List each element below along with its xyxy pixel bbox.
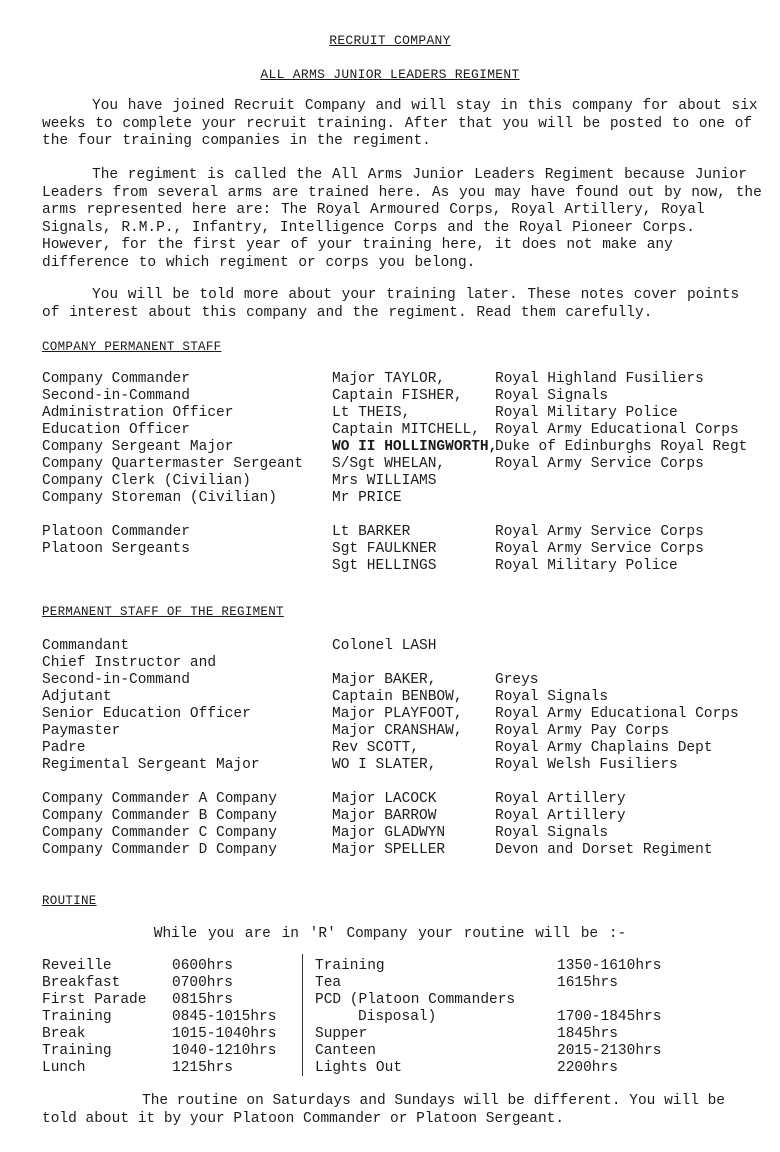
staff-row	[0, 388, 780, 405]
staff-role: Administration Officer	[42, 405, 234, 421]
staff-row	[0, 808, 780, 825]
staff-unit: Royal Signals	[495, 388, 609, 404]
staff-role: Company Quartermaster Sergeant	[42, 456, 304, 472]
staff-name: Major BAKER,	[332, 672, 437, 688]
routine-time: 1700-1845hrs	[557, 1009, 662, 1025]
staff-row	[0, 723, 780, 740]
staff-role: Company Clerk (Civilian)	[42, 473, 251, 489]
staff-role: Adjutant	[42, 689, 112, 705]
routine-row	[0, 1043, 780, 1060]
staff-row	[0, 422, 780, 439]
staff-unit: Royal Welsh Fusiliers	[495, 757, 678, 773]
staff-row	[0, 405, 780, 422]
staff-name: WO I SLATER,	[332, 757, 437, 773]
staff-role: Paymaster	[42, 723, 121, 739]
routine-row	[0, 992, 780, 1009]
staff-name: Major CRANSHAW,	[332, 723, 463, 739]
routine-row	[0, 1060, 780, 1077]
routine-row	[0, 1009, 780, 1026]
routine-activity: Break	[42, 1026, 86, 1042]
routine-time: 2200hrs	[557, 1060, 618, 1076]
staff-unit: Royal Artillery	[495, 808, 626, 824]
staff-row	[0, 558, 780, 575]
staff-name: Sgt HELLINGS	[332, 558, 437, 574]
staff-unit: Royal Army Educational Corps	[495, 706, 739, 722]
routine-closing-note: The routine on Saturdays and Sundays will be different. You will be told about it by your Platoon Commander or Platoon Sergeant.	[42, 1093, 725, 1127]
staff-unit: Devon and Dorset Regiment	[495, 842, 713, 858]
staff-name: Major SPELLER	[332, 842, 446, 858]
intro-paragraph-1: You have joined Recruit Company and will stay in this company for about six weeks to complete your recruit training. After that you will be posted to one of the four training companies in the regiment.	[42, 98, 758, 149]
staff-row	[0, 371, 780, 388]
staff-row	[0, 655, 780, 672]
staff-name: Lt THEIS,	[332, 405, 411, 421]
staff-row	[0, 672, 780, 689]
intro-paragraph-2: The regiment is called the All Arms Junior Leaders Regiment because Junior Leaders from several arms are trained here. As you may have found out by now, the arms represented here are: The Royal Armoured Corps, Royal Artillery, Royal Signals, R.M.P., Infantry, Intelligence Corps and the Royal Pioneer Corps. However, for the first year of your training here, it does not make any difference to which regiment or corps you belong.	[42, 167, 762, 271]
routine-time: 0845-1015hrs	[172, 1009, 277, 1025]
staff-name: Lt BARKER	[332, 524, 411, 540]
staff-row	[0, 456, 780, 473]
staff-row	[0, 638, 780, 655]
routine-intro: While you are in 'R' Company your routine will be :-	[153, 926, 627, 942]
staff-role: Company Storeman (Civilian)	[42, 490, 277, 506]
staff-row	[0, 490, 780, 507]
routine-activity: Reveille	[42, 958, 112, 974]
staff-row	[0, 825, 780, 842]
staff-role: Second-in-Command	[42, 388, 190, 404]
intro-paragraph-3: You will be told more about your training later. These notes cover points of interest about this company and the regiment. Read them carefully.	[42, 287, 740, 321]
document-subtitle: ALL ARMS JUNIOR LEADERS REGIMENT	[260, 67, 520, 82]
routine-activity: Canteen	[315, 1043, 376, 1059]
staff-unit: Royal Army Service Corps	[495, 541, 704, 557]
staff-name: Major GLADWYN	[332, 825, 446, 841]
routine-heading: ROUTINE	[42, 894, 97, 908]
staff-unit: Royal Army Service Corps	[495, 524, 704, 540]
staff-row	[0, 439, 780, 456]
routine-time: 1845hrs	[557, 1026, 618, 1042]
routine-row	[0, 975, 780, 992]
staff-unit: Royal Army Chaplains Dept	[495, 740, 713, 756]
staff-row	[0, 524, 780, 541]
staff-role: Platoon Sergeants	[42, 541, 190, 557]
staff-role: Company Commander D Company	[42, 842, 277, 858]
routine-time: 0700hrs	[172, 975, 233, 991]
staff-unit: Royal Highland Fusiliers	[495, 371, 704, 387]
routine-activity: First Parade	[42, 992, 147, 1008]
staff-role: Regimental Sergeant Major	[42, 757, 260, 773]
routine-time: 2015-2130hrs	[557, 1043, 662, 1059]
staff-name: Captain FISHER,	[332, 388, 463, 404]
staff-role: Senior Education Officer	[42, 706, 251, 722]
staff-row	[0, 706, 780, 723]
staff-role: Platoon Commander	[42, 524, 190, 540]
staff-name: Colonel LASH	[332, 638, 437, 654]
staff-role: Company Commander C Company	[42, 825, 277, 841]
staff-name: Captain BENBOW,	[332, 689, 463, 705]
staff-unit: Royal Signals	[495, 689, 609, 705]
staff-name: Sgt FAULKNER	[332, 541, 437, 557]
staff-unit: Greys	[495, 672, 539, 688]
staff-name: S/Sgt WHELAN,	[332, 456, 446, 472]
staff-role: Chief Instructor and	[42, 655, 217, 671]
routine-activity: Lights Out	[315, 1060, 403, 1076]
staff-name: Major PLAYFOOT,	[332, 706, 463, 722]
staff-unit: Royal Army Service Corps	[495, 456, 704, 472]
staff-name: Major TAYLOR,	[332, 371, 446, 387]
staff-unit: Royal Army Educational Corps	[495, 422, 739, 438]
staff-name: Captain MITCHELL,	[332, 422, 480, 438]
staff-name: Mrs WILLIAMS	[332, 473, 437, 489]
routine-activity: PCD (Platoon Commanders	[315, 992, 516, 1008]
staff-row	[0, 740, 780, 757]
routine-time: 1215hrs	[172, 1060, 233, 1076]
staff-unit: Duke of Edinburghs Royal Regt	[495, 439, 748, 455]
staff-role: Company Commander B Company	[42, 808, 277, 824]
staff-role: Second-in-Command	[42, 672, 190, 688]
routine-activity: Training	[42, 1009, 112, 1025]
staff-unit: Royal Military Police	[495, 558, 678, 574]
staff-role: Company Commander	[42, 371, 190, 387]
staff-row	[0, 842, 780, 859]
staff-unit: Royal Military Police	[495, 405, 678, 421]
staff-name: WO II HOLLINGWORTH,	[332, 439, 498, 455]
staff-unit: Royal Army Pay Corps	[495, 723, 670, 739]
routine-activity: Training	[42, 1043, 112, 1059]
staff-name: Rev SCOTT,	[332, 740, 420, 756]
company-staff-heading: COMPANY PERMANENT STAFF	[42, 340, 222, 354]
routine-time: 1615hrs	[557, 975, 618, 991]
staff-name: Mr PRICE	[332, 490, 402, 506]
routine-row	[0, 1026, 780, 1043]
staff-role: Education Officer	[42, 422, 190, 438]
routine-activity: Lunch	[42, 1060, 86, 1076]
staff-row	[0, 689, 780, 706]
staff-role: Company Commander A Company	[42, 791, 277, 807]
routine-activity: Training	[315, 958, 385, 974]
routine-activity: Disposal)	[358, 1009, 437, 1025]
staff-role: Commandant	[42, 638, 130, 654]
routine-time: 1350-1610hrs	[557, 958, 662, 974]
staff-name: Major BARROW	[332, 808, 437, 824]
routine-activity: Tea	[315, 975, 342, 991]
routine-time: 1040-1210hrs	[172, 1043, 277, 1059]
routine-time: 0815hrs	[172, 992, 233, 1008]
routine-activity: Supper	[315, 1026, 368, 1042]
staff-row	[0, 757, 780, 774]
regiment-staff-heading: PERMANENT STAFF OF THE REGIMENT	[42, 605, 284, 619]
document-title: RECRUIT COMPANY	[329, 33, 451, 48]
staff-row	[0, 473, 780, 490]
staff-row	[0, 791, 780, 808]
staff-row	[0, 541, 780, 558]
staff-role: Padre	[42, 740, 86, 756]
routine-activity: Breakfast	[42, 975, 121, 991]
routine-time: 0600hrs	[172, 958, 233, 974]
staff-role: Company Sergeant Major	[42, 439, 234, 455]
routine-row	[0, 958, 780, 975]
staff-name: Major LACOCK	[332, 791, 437, 807]
staff-unit: Royal Signals	[495, 825, 609, 841]
routine-time: 1015-1040hrs	[172, 1026, 277, 1042]
staff-unit: Royal Artillery	[495, 791, 626, 807]
